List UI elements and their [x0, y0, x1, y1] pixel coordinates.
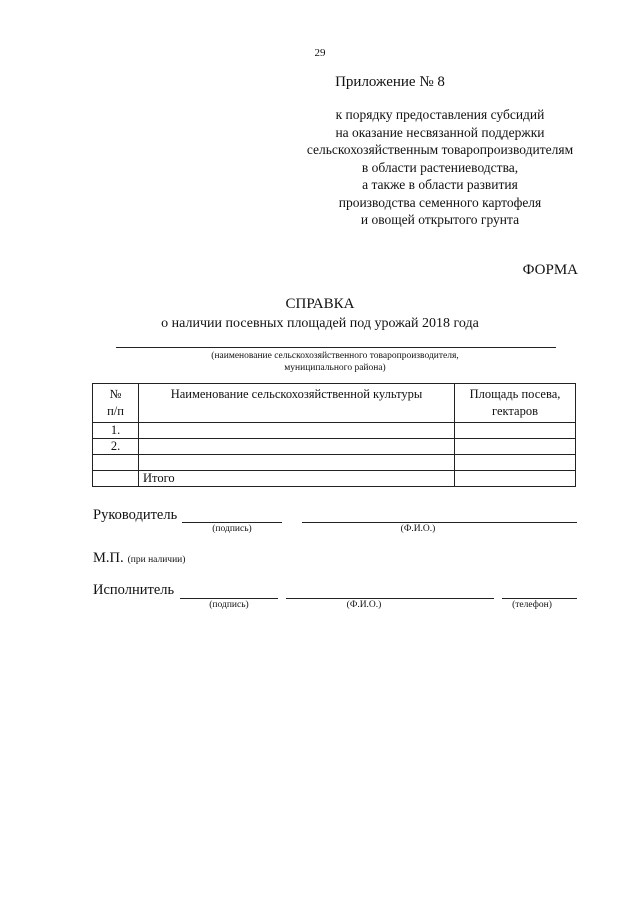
- row-crop-cell[interactable]: [139, 439, 455, 455]
- stamp-label: М.П.: [93, 550, 124, 566]
- row-number: 1.: [93, 423, 139, 439]
- appendix-line: и овощей открытого грунта: [360, 212, 520, 227]
- organization-name-field[interactable]: [116, 347, 556, 348]
- page-number: 29: [314, 47, 326, 59]
- stamp-note: (при наличии): [127, 555, 186, 565]
- executor-phone-field[interactable]: [502, 598, 577, 599]
- head-name-caption: (Ф.И.О.): [400, 524, 436, 534]
- header-number: [93, 384, 139, 423]
- appendix-line: сельскохозяйственным товаропроизводителям: [306, 142, 574, 157]
- header-number-line: №: [109, 387, 122, 401]
- stamp: [93, 549, 185, 567]
- table-row: [93, 455, 576, 471]
- table-row: [93, 423, 576, 439]
- executor-signature-field[interactable]: [180, 598, 278, 599]
- row-area-cell[interactable]: [455, 423, 576, 439]
- organization-caption-line: муниципального района): [284, 363, 386, 373]
- appendix-line: в области растениеводства,: [361, 159, 519, 175]
- total-area-cell[interactable]: [455, 471, 576, 487]
- head-signature-field[interactable]: [182, 522, 282, 523]
- header-area: [455, 384, 576, 423]
- appendix-line: производства семенного картофеля: [338, 194, 542, 210]
- header-area-line: гектаров: [492, 404, 538, 418]
- head-label: Руководитель: [93, 507, 178, 523]
- executor-signature-caption: (подпись): [209, 600, 249, 610]
- appendix-reference: [270, 106, 610, 229]
- appendix-line: на оказание несвязанной поддержки: [335, 124, 545, 140]
- appendix-line: а также в области развития: [362, 177, 518, 192]
- table-total-row: [93, 471, 576, 487]
- head-name-field[interactable]: [302, 522, 577, 523]
- executor-name-caption: (Ф.И.О.): [346, 600, 382, 610]
- appendix-line: к порядку предоставления субсидий: [335, 107, 545, 122]
- crop-area-table: [92, 383, 576, 487]
- header-number-line: п/п: [107, 404, 124, 418]
- executor-label: Исполнитель: [93, 582, 175, 598]
- organization-caption: [150, 350, 520, 374]
- document-title: СПРАВКА: [285, 296, 355, 312]
- row-area-cell[interactable]: [455, 439, 576, 455]
- header-crop-name: Наименование сельскохозяйственной культуры: [139, 384, 455, 423]
- executor-name-field[interactable]: [286, 598, 494, 599]
- table-row: [93, 439, 576, 455]
- header-area-line: Площадь посева,: [469, 387, 561, 401]
- head-signature-caption: (подпись): [212, 524, 252, 534]
- row-number: [93, 455, 139, 471]
- row-crop-cell[interactable]: [139, 423, 455, 439]
- row-crop-cell[interactable]: [139, 455, 455, 471]
- row-area-cell[interactable]: [455, 455, 576, 471]
- row-number: 2.: [93, 439, 139, 455]
- total-number-cell: [93, 471, 139, 487]
- total-label: Итого: [139, 471, 455, 487]
- document-subtitle: о наличии посевных площадей под урожай 2018 года: [161, 316, 479, 331]
- appendix-title: Приложение № 8: [335, 74, 445, 90]
- table-header-row: [93, 384, 576, 423]
- organization-caption-line: (наименование сельскохозяйственного товаропроизводителя,: [211, 351, 459, 361]
- executor-phone-caption: (телефон): [512, 600, 552, 610]
- form-label: ФОРМА: [522, 262, 578, 278]
